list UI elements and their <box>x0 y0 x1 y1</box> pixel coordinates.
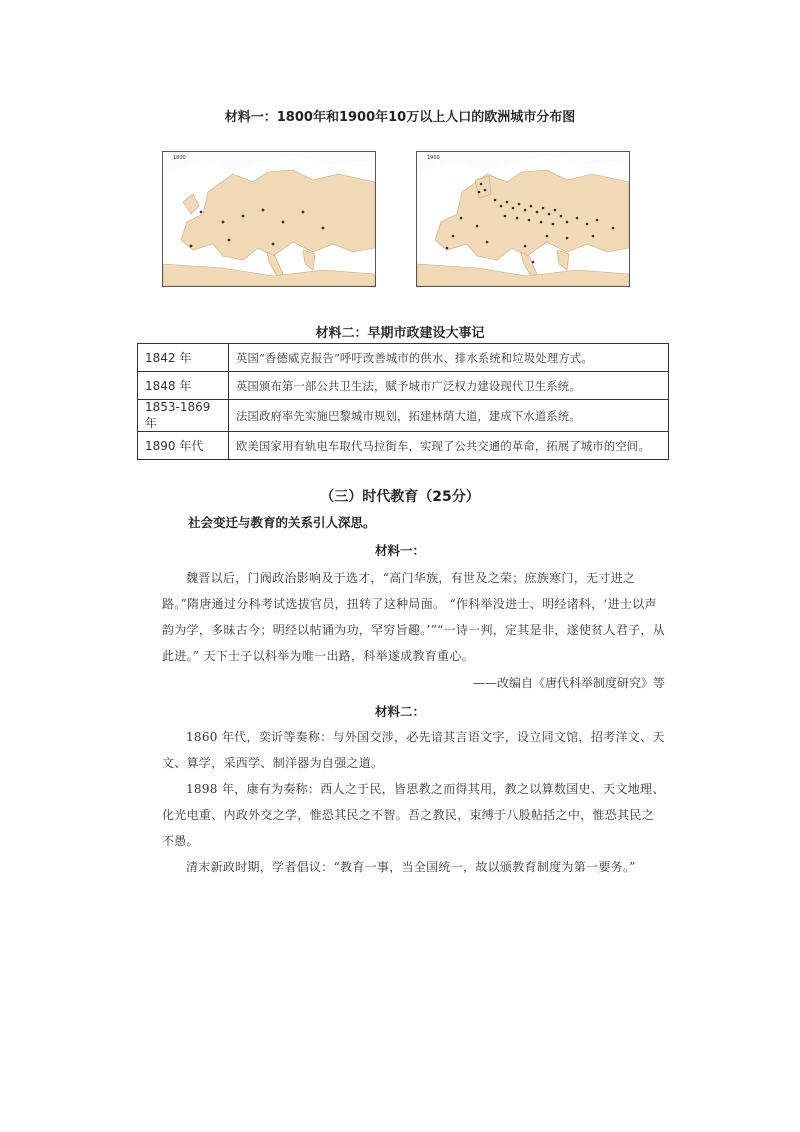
table-row <box>138 432 669 460</box>
map-1800-label: 1800 <box>173 155 186 161</box>
europe-map-1800 <box>162 151 376 287</box>
material-one-heading: 材料一： <box>374 543 425 558</box>
europe-map-1900 <box>416 151 630 287</box>
material-two-paragraph-late-qing: 清末新政时期，学者倡议：“教育一事，当全国统一，故以颁教育制度为第一要务。” <box>186 860 636 874</box>
event-cell: 法国政府率先实施巴黎城市规划，拓建林荫大道，建成下水道系统。 <box>229 400 669 432</box>
material-two-paragraph-1860: 1860 年代，奕䜣等奏称：与外国交涉，必先谙其言语文字，设立同文馆，招考洋文、天文、算学，采西学、制洋器为自强之道。 <box>162 730 665 770</box>
material2-title: 材料二：早期市政建设大事记 <box>315 326 485 341</box>
year-cell: 1853-1869 年 <box>138 400 229 432</box>
event-cell: 英国“香德威克报告”呼吁改善城市的供水、排水系统和垃圾处理方式。 <box>229 344 669 372</box>
year-cell: 1848 年 <box>138 372 229 400</box>
map-1900-label: 1900 <box>427 155 440 161</box>
europe-map-1800-graphic <box>163 152 375 286</box>
material-two-paragraph-1898: 1898 年，康有为奏称：西人之于民，皆思教之而得其用，教之以算数国史、天文地理、化光电重、内政外交之学，惟恐其民之不智。吾之教民，束缚于八股帖括之中，惟恐其民之不愚。 <box>162 782 665 848</box>
material-one-text: 魏晋以后，门阀政治影响及于选才，“高门华族，有世及之荣；庶族寒门，无寸进之路。”隋唐通过分科考试选拔官员，扭转了这种局面。 “作科举没进士、明经诸科，‘进士以声韵为学，多昧古今；明经以帖诵为功，罕穷旨趣。’”“一诗一判，定其是非，遂使贫人君子，从此进。” 天下士子以科举为唯一出路，科举遂成教育重心。 <box>162 571 665 663</box>
table-row <box>138 372 669 400</box>
event-cell: 英国颁布第一部公共卫生法，赋予城市广泛权力建设现代卫生系统。 <box>229 372 669 400</box>
section-title: （三）时代教育（25分） <box>320 489 480 505</box>
material-two-heading: 材料二： <box>374 704 425 719</box>
table-row <box>138 344 669 372</box>
events-table <box>137 343 669 460</box>
section-intro: 社会变迁与教育的关系引人深思。 <box>188 515 376 530</box>
event-cell: 欧美国家用有轨电车取代马拉街车，实现了公共交通的革命，拓展了城市的空间。 <box>229 432 669 460</box>
year-cell: 1842 年 <box>138 344 229 372</box>
table-row <box>138 400 669 432</box>
material1-title: 材料一：1800年和1900年10万以上人口的欧洲城市分布图 <box>224 110 576 125</box>
year-cell: 1890 年代 <box>138 432 229 460</box>
europe-map-1900-graphic <box>417 152 629 286</box>
material-one-source: ——改编自《唐代科举制度研究》等 <box>472 676 665 690</box>
